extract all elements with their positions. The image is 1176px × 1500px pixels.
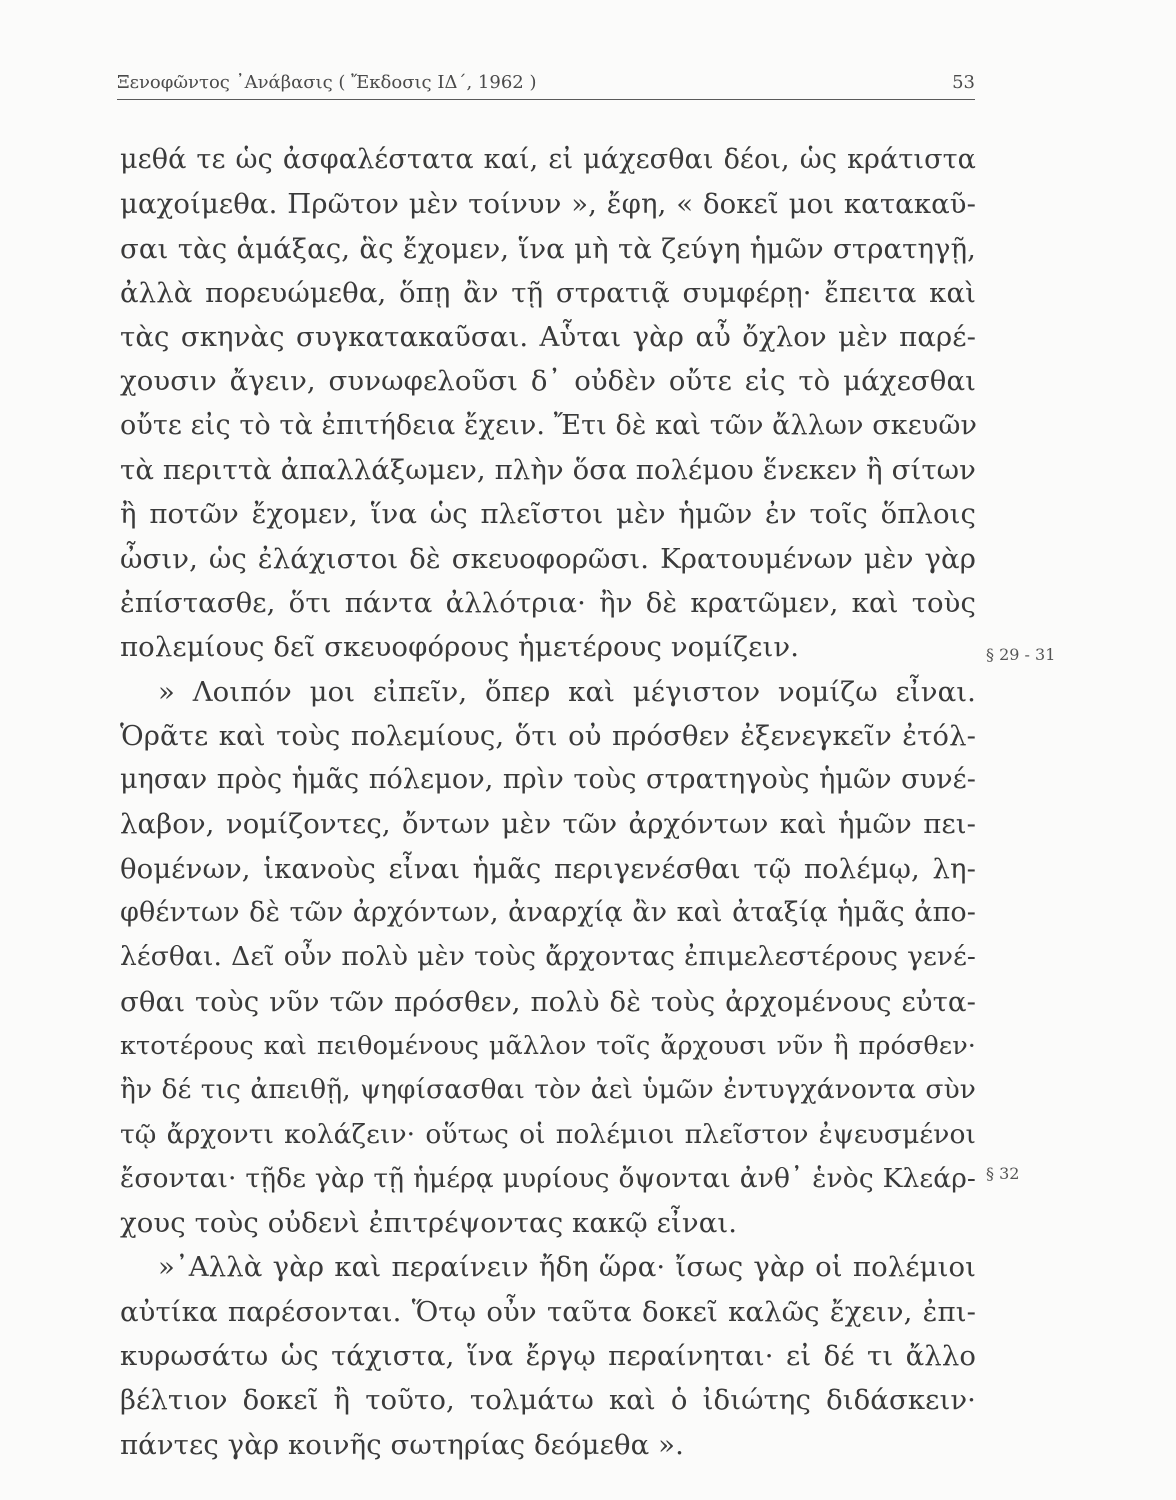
- text-line: σθαι τοὺς νῦν τῶν πρόσθεν, πολὺ δὲ τοὺς ἀρχομένους εὐτα-: [120, 985, 976, 1018]
- text-line: λέσθαι. Δεῖ οὖν πολὺ μὲν τοὺς ἄρχοντας ἐπιμελεστέρους γενέ-: [120, 941, 976, 973]
- text-line: σαι τὰς ἁμάξας, ἃς ἔχομεν, ἵνα μὴ τὰ ζεύγη ἡμῶν στρατηγῇ,: [120, 232, 976, 265]
- text-line: κυρωσάτω ὡς τάχιστα, ἵνα ἔργῳ περαίνηται· εἰ δέ τι ἄλλο: [120, 1340, 976, 1373]
- text-line: »᾿Αλλὰ γὰρ καὶ περαίνειν ἤδη ὥρα· ἴσως γὰρ οἱ πολέμιοι: [158, 1251, 976, 1284]
- body-text: [120, 138, 976, 1467]
- margin-note: § 32: [986, 1164, 1020, 1183]
- text-line: λαβον, νομίζοντες, ὄντων μὲν τῶν ἀρχόντων καὶ ἡμῶν πει-: [120, 808, 976, 841]
- text-line: ἀλλὰ πορευώμεθα, ὅπῃ ἂν τῇ στρατιᾷ συμφέρῃ· ἔπειτα καὶ: [120, 276, 976, 309]
- page-number: 53: [952, 72, 975, 93]
- text-line: πολεμίους δεῖ σκευοφόρους ἡμετέρους νομίζειν.: [120, 631, 800, 664]
- text-line: τὰς σκηνὰς συγκατακαῦσαι. Αὗται γὰρ αὖ ὄχλον μὲν παρέ-: [120, 321, 976, 354]
- text-line: χουσιν ἄγειν, συνωφελοῦσι δ᾿ οὐδὲν οὔτε εἰς τὸ μάχεσθαι: [120, 365, 976, 398]
- header-title: Ξενοφῶντος ᾿Ανάβασις ( Ἔκδοσις ΙΔ΄, 1962 ): [117, 72, 537, 93]
- text-line: τὰ περιττὰ ἀπαλλάξωμεν, πλὴν ὅσα πολέμου ἕνεκεν ἢ σίτων: [120, 454, 976, 487]
- text-line: ἔσονται· τῇδε γὰρ τῇ ἡμέρᾳ μυρίους ὄψονται ἀνθ᾿ ἑνὸς Κλεάρ-: [120, 1162, 976, 1194]
- margin-note: § 29 - 31: [986, 645, 1056, 664]
- text-line: κτοτέρους καὶ πειθομένους μᾶλλον τοῖς ἄρχουσι νῦν ἢ πρόσθεν·: [120, 1030, 976, 1061]
- text-line: θομένων, ἱκανοὺς εἶναι ἡμᾶς περιγενέσθαι τῷ πολέμῳ, λη-: [120, 852, 976, 885]
- text-line: αὐτίκα παρέσονται. Ὅτῳ οὖν ταῦτα δοκεῖ καλῶς ἔχειν, ἐπι-: [120, 1295, 976, 1328]
- text-line: Ὁρᾶτε καὶ τοὺς πολεμίους, ὅτι οὐ πρόσθεν ἐξενεγκεῖν ἐτόλ-: [120, 719, 976, 752]
- text-line: ὦσιν, ὡς ἐλάχιστοι δὲ σκευοφορῶσι. Κρατουμένων μὲν γὰρ: [120, 542, 976, 575]
- text-line: ἐπίστασθε, ὅτι πάντα ἀλλότρια· ἢν δὲ κρατῶμεν, καὶ τοὺς: [120, 586, 976, 619]
- text-line: βέλτιον δοκεῖ ἢ τοῦτο, τολμάτω καὶ ὁ ἰδιώτης διδάσκειν·: [120, 1384, 976, 1417]
- text-line: μεθά τε ὡς ἀσφαλέστατα καί, εἰ μάχεσθαι δέοι, ὡς κράτιστα: [120, 144, 976, 175]
- text-line: ἢν δέ τις ἀπειθῇ, ψηφίσασθαι τὸν ἀεὶ ὑμῶν ἐντυγχάνοντα σὺν: [120, 1074, 976, 1106]
- text-line: μαχοίμεθα. Πρῶτον μὲν τοίνυν », ἔφη, « δοκεῖ μοι κατακαῦ-: [120, 188, 976, 221]
- text-line: φθέντων δὲ τῶν ἀρχόντων, ἀναρχίᾳ ἂν καὶ ἀταξίᾳ ἡμᾶς ἀπο-: [120, 897, 976, 929]
- text-line: » Λοιπόν μοι εἰπεῖν, ὅπερ καὶ μέγιστον νομίζω εἶναι.: [158, 675, 976, 708]
- text-line: οὔτε εἰς τὸ τὰ ἐπιτήδεια ἔχειν. Ἔτι δὲ καὶ τῶν ἄλλων σκευῶν: [120, 409, 977, 441]
- text-line: χους τοὺς οὐδενὶ ἐπιτρέψοντας κακῷ εἶναι.: [120, 1207, 738, 1240]
- text-line: ἢ ποτῶν ἔχομεν, ἵνα ὡς πλεῖστοι μὲν ἡμῶν ἐν τοῖς ὅπλοις: [120, 498, 976, 531]
- text-line: μησαν πρὸς ἡμᾶς πόλεμον, πρὶν τοὺς στρατηγοὺς ἡμῶν συνέ-: [120, 764, 976, 796]
- text-line: πάντες γὰρ κοινῆς σωτηρίας δεόμεθα ».: [120, 1428, 684, 1461]
- header-rule: [117, 99, 975, 100]
- text-line: τῷ ἄρχοντι κολάζειν· οὕτως οἱ πολέμιοι πλεῖστον ἐψευσμένοι: [120, 1118, 976, 1150]
